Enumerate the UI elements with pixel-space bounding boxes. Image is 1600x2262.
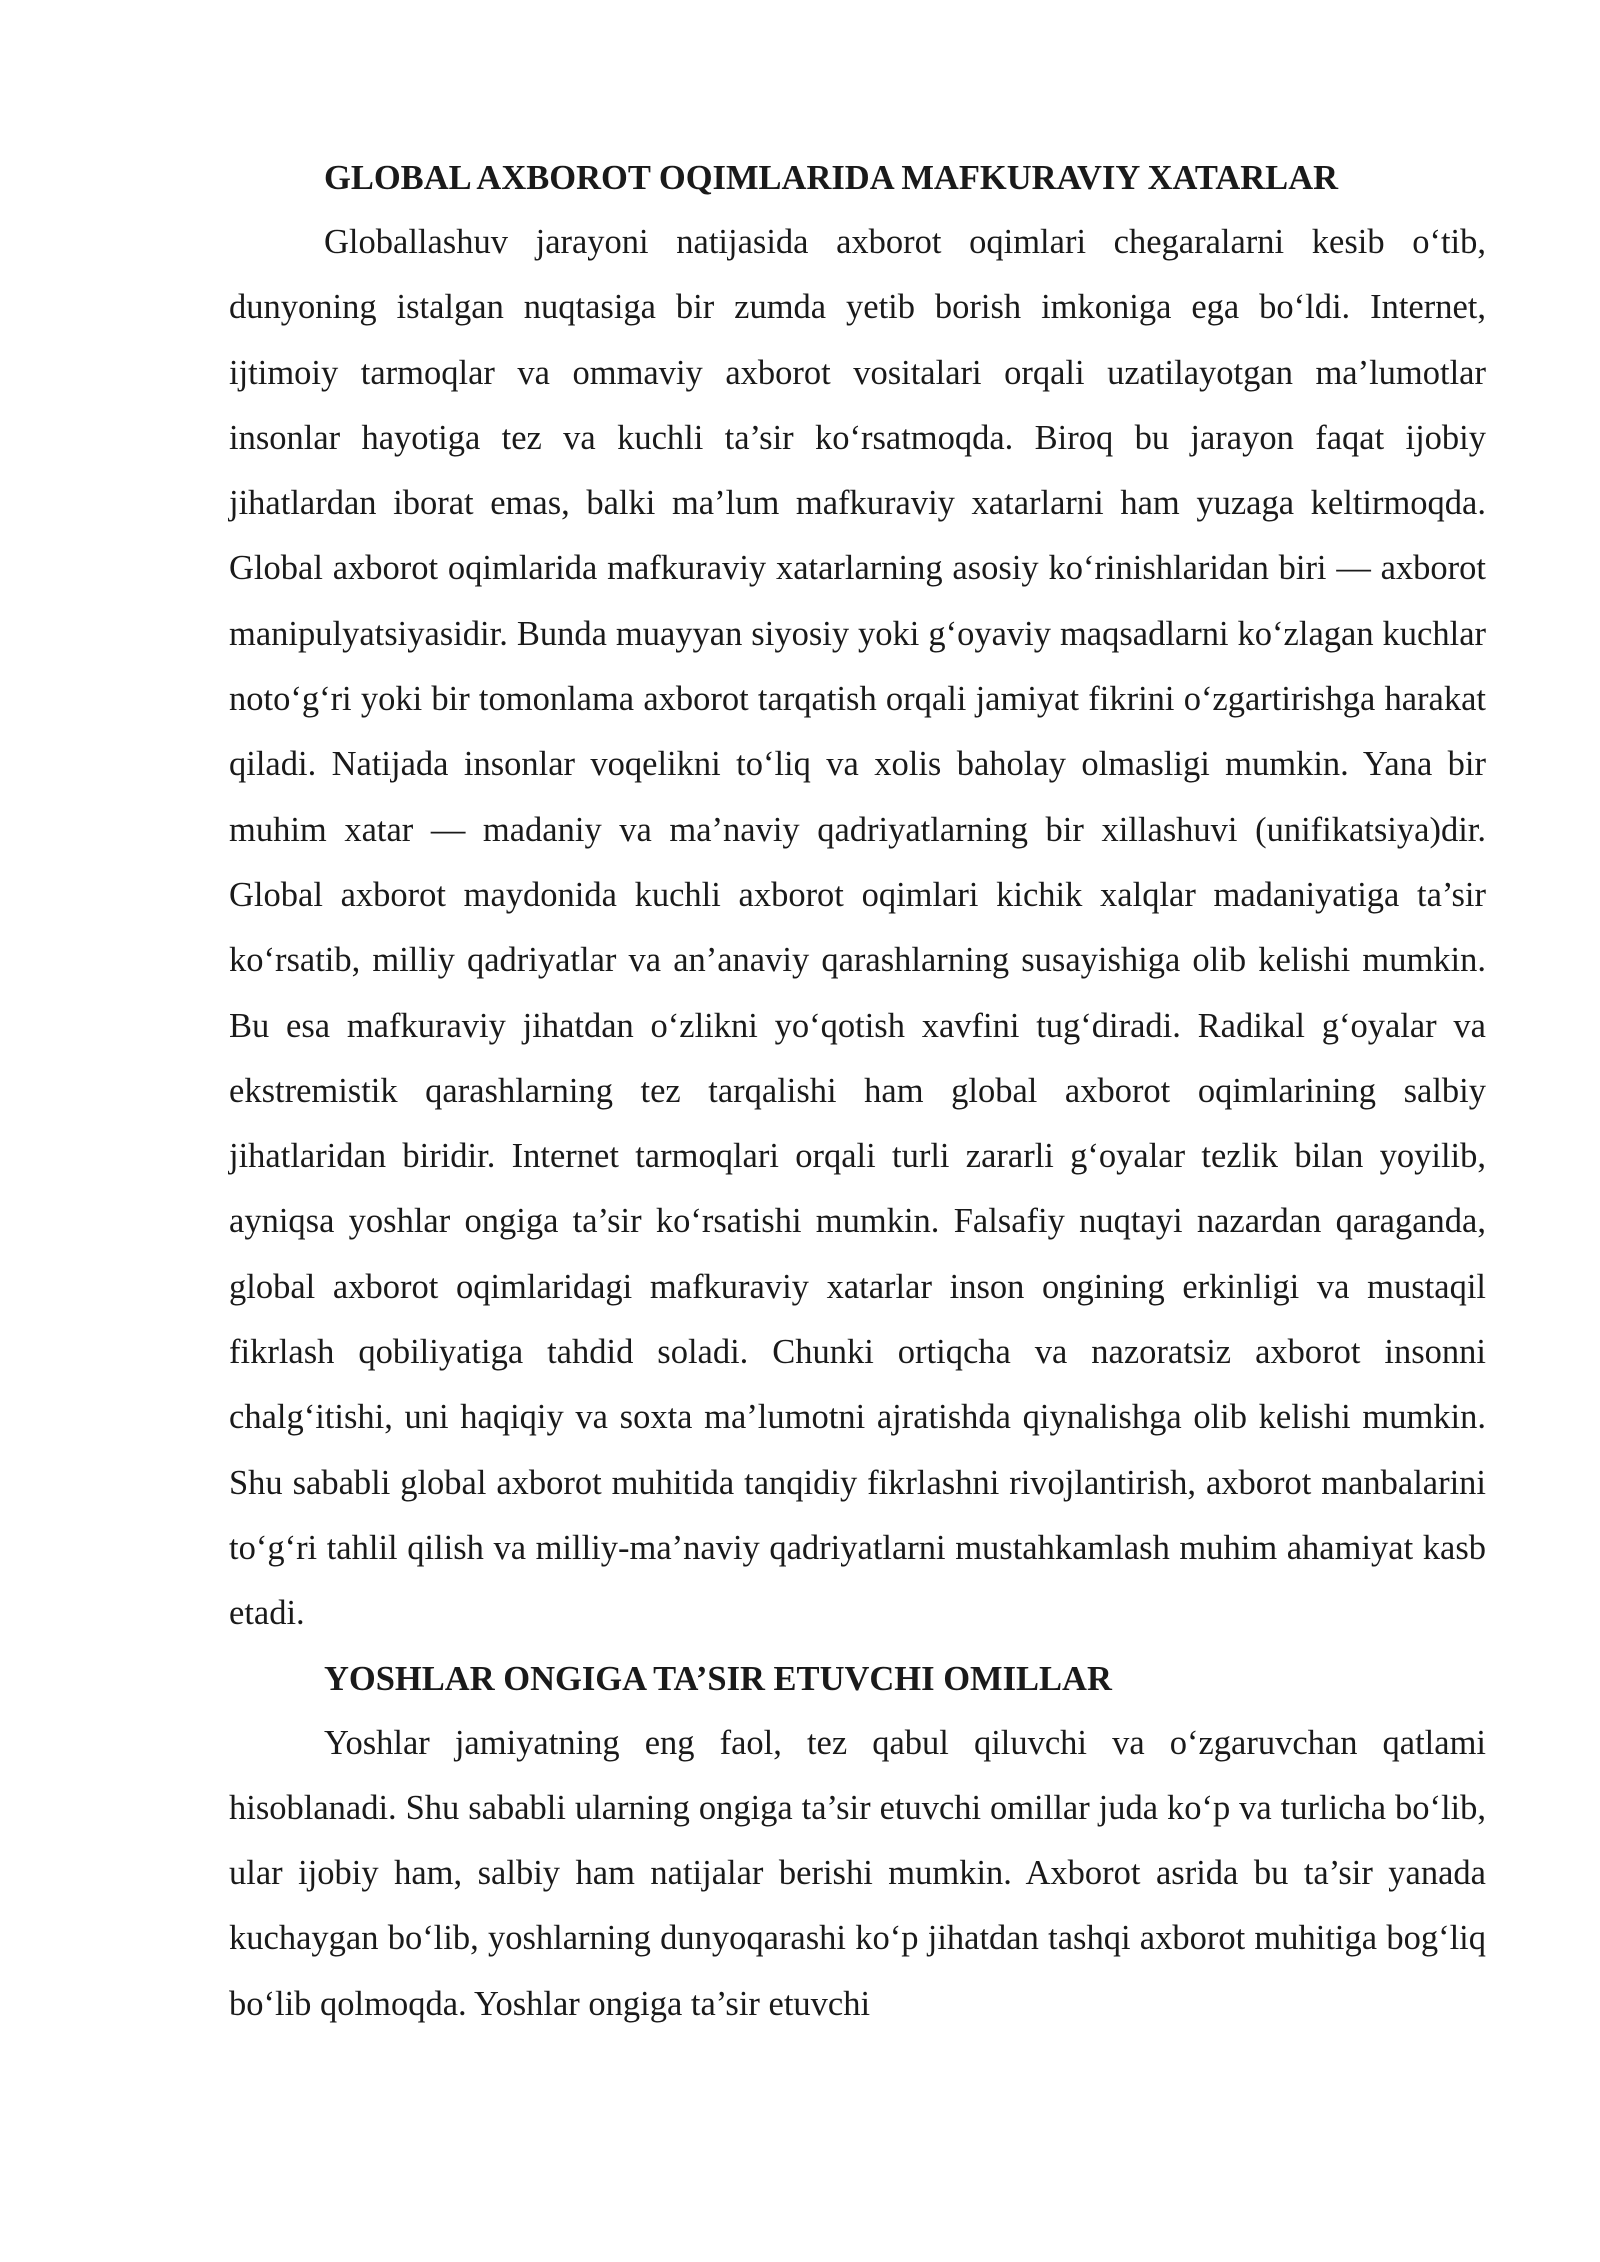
body-paragraph-youth-factors: Yoshlar jamiyatning eng faol, tez qabul qiluvchi va o‘zgaruvchan qatlami hisoblanadi. Shu sababli ularning ongiga ta’sir etuvchi omillar juda ko‘p va turlicha bo‘lib, ular ijobiy ham, salbiy ham natijalar berishi mumkin. Axborot asrida bu ta’sir yanada kuchaygan bo‘lib, yoshlarning dunyoqarashi ko‘p jihatdan tashqi axborot muhitiga bog‘liq bo‘lib qolmoqda. Yoshlar ongiga ta’sir etuvchi <box>229 1723 1486 2023</box>
section-heading-youth-factors: YOSHLAR ONGIGA TA’SIR ETUVCHI OMILLAR <box>324 1659 1112 1698</box>
section-heading-global-information: GLOBAL AXBOROT OQIMLARIDA MAFKURAVIY XATARLAR <box>324 159 1339 197</box>
body-paragraph-global-information: Globallashuv jarayoni natijasida axborot oqimlari chegaralarni kesib o‘tib, dunyoning istalgan nuqtasiga bir zumda yetib borish imkoniga ega bo‘ldi. Internet, ijtimoiy tarmoqlar va ommaviy axborot vositalari orqali uzatilayotgan ma’lumotlar insonlar hayotiga tez va kuchli ta’sir ko‘rsatmoqda. Biroq bu jarayon faqat ijobiy jihatlardan iborat emas, balki ma’lum mafkuraviy xatarlarni ham yuzaga keltirmoqda. Global axborot oqimlarida mafkuraviy xatarlarning asosiy ko‘rinishlaridan biri — axborot manipulyatsiyasidir. Bunda muayyan siyosiy yoki g‘oyaviy maqsadlarni ko‘zlagan kuchlar noto‘g‘ri yoki bir tomonlama axborot tarqatish orqali jamiyat fikrini o‘zgartirishga harakat qiladi. Natijada insonlar voqelikni to‘liq va xolis baholay olmasligi mumkin. Yana bir muhim xatar — madaniy va ma’naviy qadriyatlarning bir xillashuvi (unifikatsiya)dir. Global axborot maydonida kuchli axborot oqimlari kichik xalqlar madaniyatiga ta’sir ko‘rsatib, milliy qadriyatlar va an’anaviy qarashlarning susayishiga olib kelishi mumkin. Bu esa mafkuraviy jihatdan o‘zlikni yo‘qotish xavfini tug‘diradi. Radikal g‘oyalar va ekstremistik qarashlarning tez tarqalishi ham global axborot oqimlarining salbiy jihatlaridan biridir. Internet tarmoqlari orqali turli zararli g‘oyalar tezlik bilan yoyilib, ayniqsa yoshlar ongiga ta’sir ko‘rsatishi mumkin. Falsafiy nuqtayi nazardan qaraganda, global axborot oqimlaridagi mafkuraviy xatarlar inson ongining erkinligi va mustaqil fikrlash qobiliyatiga tahdid soladi. Chunki ortiqcha va nazoratsiz axborot insonni chalg‘itishi, uni haqiqiy va soxta ma’lumotni ajratishda qiynalishga olib kelishi mumkin. Shu sababli global axborot muhitida tanqidiy fikrlashni rivojlantirish, axborot manbalarini to‘g‘ri tahlil qilish va milliy-ma’naviy qadriyatlarni mustahkamlash muhim ahamiyat kasb etadi. <box>229 223 1486 1633</box>
document-page <box>229 146 1486 2037</box>
